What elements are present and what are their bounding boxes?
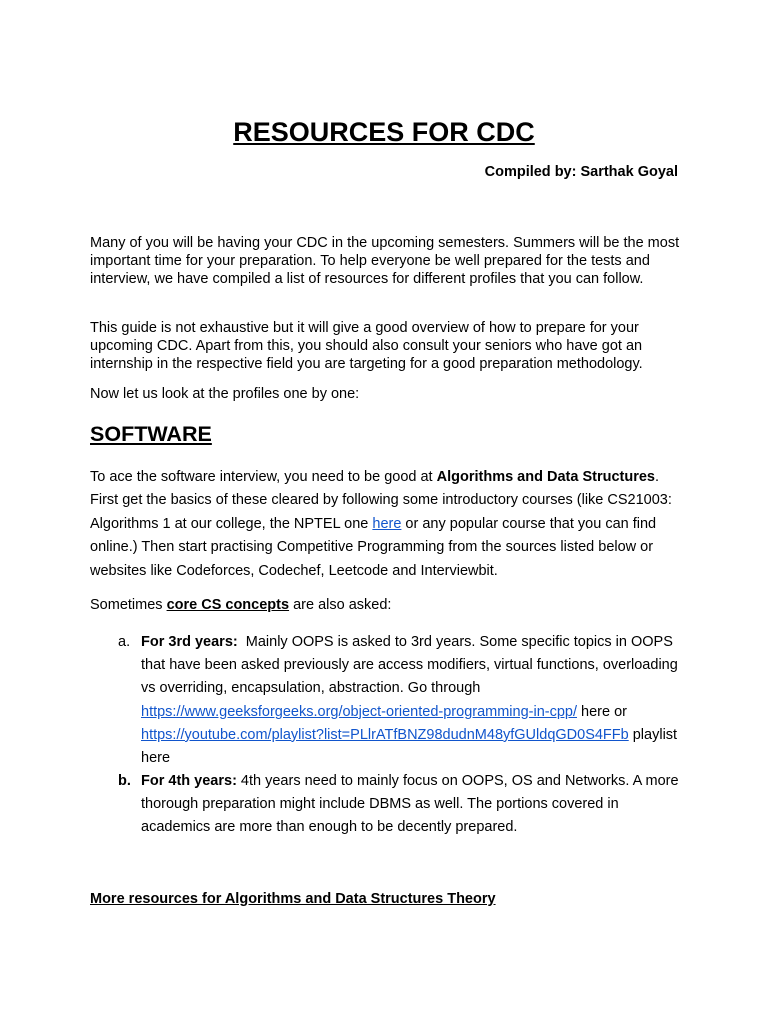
- geeksforgeeks-link[interactable]: https://www.geeksforgeeks.org/object-oriented-programming-in-cpp/: [141, 703, 578, 720]
- compiled-by: Compiled by: Sarthak Goyal: [484, 164, 678, 180]
- software-text-2: . First get the basics of these cleared by following some introductory courses (like CS21003: Algorithms 1 at our college, the NPTEL one: [90, 469, 672, 532]
- intro-paragraph-3: Now let us look at the profiles one by one:: [90, 386, 360, 402]
- core-concepts-emphasis: core CS concepts: [166, 597, 290, 613]
- core-concepts-line: [90, 596, 680, 614]
- core-suffix: are also asked:: [289, 597, 392, 613]
- list-text: Mainly OOPS is asked to 3rd years. Some specific topics in OOPS that have been asked previously are access modifiers, virtual functions, overloading vs overriding, encapsulation, abstraction. Go through: [141, 634, 682, 697]
- list-text: 4th years need to mainly focus on OOPS, OS and Networks. A more thorough preparation might include DBMS as well. The portions covered in academics are more than enough to be decently prepared.: [141, 773, 679, 836]
- list-item: [118, 631, 686, 770]
- nptel-link[interactable]: here: [372, 515, 402, 532]
- list-label: For 4th years:: [141, 773, 237, 789]
- list-marker: a.: [118, 634, 131, 650]
- software-text-1: To ace the software interview, you need to be good at: [90, 469, 437, 485]
- section-heading-software: SOFTWARE: [90, 422, 212, 446]
- list-mid-text: here or: [577, 703, 627, 720]
- list-label: For 3rd years:: [141, 634, 238, 650]
- intro-paragraph-1: Many of you will be having your CDC in the upcoming semesters. Summers will be the most important time for your preparation. To help everyone be well prepared for the tests and interview, we have compiled a list of resources for different profiles that you can follow.: [90, 235, 680, 287]
- list-item-4th-years: [118, 770, 686, 840]
- list-item: [118, 770, 686, 840]
- more-resources-heading: More resources for Algorithms and Data Structures Theory: [90, 891, 496, 907]
- youtube-playlist-link[interactable]: https://youtube.com/playlist?list=PLlrATfBNZ98dudnM48yfGUldqGD0S4FFb: [141, 726, 629, 743]
- intro-paragraph-2: This guide is not exhaustive but it will give a good overview of how to prepare for your upcoming CDC. Apart from this, you should also consult your seniors who have got an internship in the respective field you are targeting for a good preparation methodology.: [90, 320, 643, 372]
- software-paragraph: [90, 466, 682, 583]
- core-prefix: Sometimes: [90, 597, 167, 613]
- list-tail-text: playlist here: [141, 726, 678, 767]
- software-text-bold: Algorithms and Data Structures: [436, 469, 655, 485]
- list-marker: b.: [118, 773, 131, 789]
- page-title: RESOURCES FOR CDC: [233, 117, 535, 147]
- software-text-3: or any popular course that you can find online.) Then start practising Competitive Programming from the sources listed below or websites like Codeforces, Codechef, Leetcode and Interviewbit.: [90, 515, 657, 579]
- list-item-3rd-years: [118, 631, 686, 770]
